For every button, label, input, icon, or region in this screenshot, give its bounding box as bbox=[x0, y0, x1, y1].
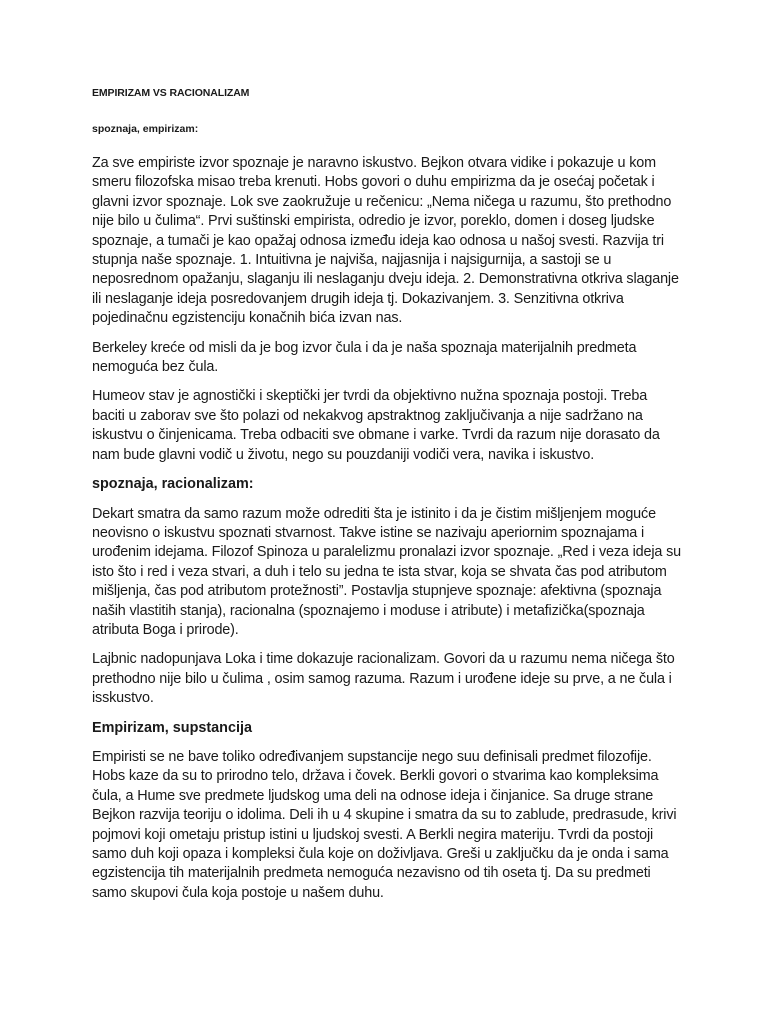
paragraph-empirizam-1: Za sve empiriste izvor spoznaje je naravno iskustvo. Bejkon otvara vidike i pokazuje u kom smeru filozofska misao treba krenuti. Hobs govori o duhu empirizma da je osećaj početak i glavni izvor spoznaje. Lok sve zaokružuje u rečenicu: „Nema ničega u razumu, što prethodno nije bilo u čulima“. Prvi suštinski empirista, odredio je izvor, poreklo, domen i doseg ljudske spoznaje, a tumači je kao opažaj odnosa između ideja kao odnosa u našoj svesti. Razvija tri stupnja naše spoznaje. 1. Intuitivna je najviša, najjasnija i najsigurnija, a sastoji se u neposrednom opažanju, slaganju ili neslaganju dveju ideja. 2. Demonstrativna otkriva slaganje ili neslaganje ideja posredovanjem drugih ideja tj. Dokazivanjem. 3. Senzitivna otkriva pojedinačnu egzistenciju konačnih bića izvan nas. bbox=[92, 155, 679, 327]
section-heading-racionalizam: spoznaja, racionalizam: bbox=[92, 476, 254, 493]
paragraph-supstancija-1: Empiristi se ne bave toliko određivanjem supstancije nego suu definisali predmet filozofije. Hobs kaze da su to prirodno telo, država i čovek. Berkli govori o stvarima kao kompleksima čula, a Hume sve predmete ljudskog uma deli na odnose ideja i činjanice. Sa druge strane Bejkon razvija teoriju o idolima. Deli ih u 4 skupine i smatra da su to zablude, predrasude, krivi pojmovi koji ometaju pristup istini u ljudskoj svesti. A Berkli negira materiju. Tvrdi da postoji samo duh koji opaza i kompleksi čula koje on doživljava. Greši u zaključku da je onda i sama egzistencija tih materijalnih predmeta nemoguća nezavisno od tih oseta tj. Da su predmeti samo skupovi čula koja postoje u našem duhu. bbox=[92, 748, 677, 901]
section-heading-supstancija: Empirizam, supstancija bbox=[92, 719, 252, 736]
paragraph-racionalizam-1: Dekart smatra da samo razum može odrediti šta je istinito i da je čistim mišljenjem moguće neovisno o iskustvu spoznati stvarnost. Takve istine se nazivaju aperiornim spoznajama i urođenim idejama. Filozof Spinoza u paralelizmu pronalazi izvor spoznaje. „Red i veza ideja su isto što i red i veza stvari, a duh i telo su jedna te ista stvar, koja se shvata čas pod atributom mišljenja, čas pod atributom protežnosti”. Postavlja stupnjeve spoznaje: afektivna (spoznaja naših vlastitih stanja), racionalna (spoznajemo i moduse i atribute) i metafizička(spoznaja atributa Boga i prirode). bbox=[92, 505, 682, 638]
document-title: EMPIRIZAM VS RACIONALIZAM bbox=[92, 87, 250, 99]
section-heading-empirizam: spoznaja, empirizam: bbox=[92, 123, 199, 135]
paragraph-empirizam-2: Berkeley kreće od misli da je bog izvor čula i da je naša spoznaja materijalnih predmeta nemoguća bez čula. bbox=[92, 339, 637, 376]
paragraph-empirizam-3: Humeov stav je agnostički i skeptički jer tvrdi da objektivno nužna spoznaja postoji. Treba baciti u zaborav sve što polazi od nekakvog apstraktnog zaključivanja a nije sadržano na iskustvu o činjenicama. Treba odbaciti sve obmane i varke. Tvrdi da razum nije dorasato da nam bude glavni vodič u životu, nego su pouzdaniji vodiči vera, navika i iskustvo. bbox=[92, 388, 660, 463]
paragraph-racionalizam-2: Lajbnic nadopunjava Loka i time dokazuje racionalizam. Govori da u razumu nema ničega što prethodno nije bilo u čulima , osim samog razuma. Razum i urođene ideje su prve, a ne čula i isskustvo. bbox=[92, 651, 675, 707]
document-body bbox=[92, 154, 682, 913]
